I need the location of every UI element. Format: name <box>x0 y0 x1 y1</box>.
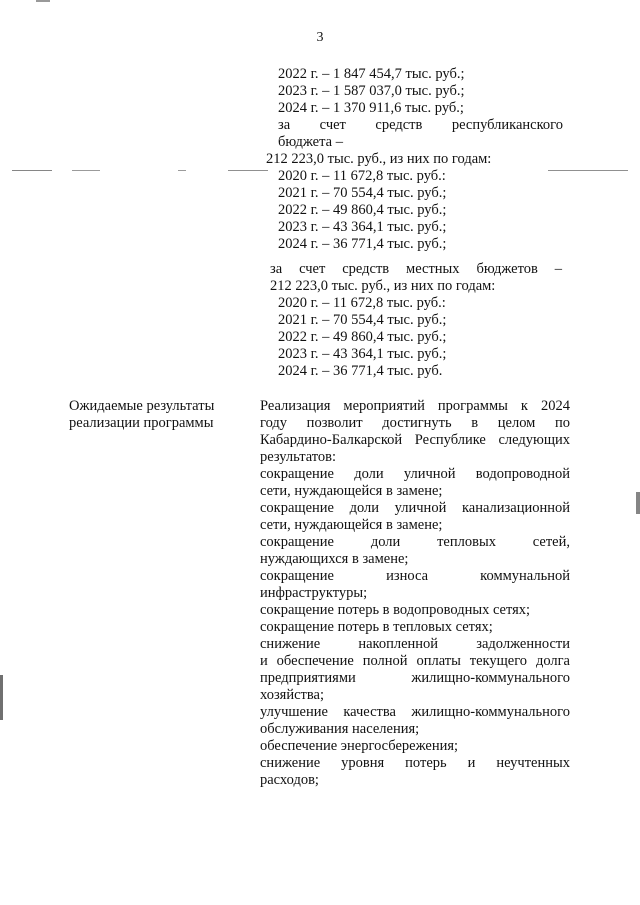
funding-line: 2023 г. – 43 364,1 тыс. руб.; <box>278 346 447 362</box>
funding-line: 2024 г. – 1 370 911,6 тыс. руб.; <box>278 100 464 116</box>
results-line: сокращение потерь в водопроводных сетях; <box>260 602 531 618</box>
results-line: Реализация мероприятий программы к 2024 <box>260 398 570 414</box>
funding-line: 212 223,0 тыс. руб., из них по годам: <box>270 278 496 294</box>
results-line: расходов; <box>260 772 319 788</box>
funding-line: 2022 г. – 49 860,4 тыс. руб.; <box>278 329 447 345</box>
results-line: сокращение доли уличной канализационной <box>260 500 570 516</box>
results-line: хозяйства; <box>260 687 324 703</box>
scan-line <box>12 170 52 171</box>
funding-line: 2023 г. – 43 364,1 тыс. руб.; <box>278 219 447 235</box>
results-label-line: Ожидаемые результаты <box>69 398 215 414</box>
funding-line: 2021 г. – 70 554,4 тыс. руб.; <box>278 312 447 328</box>
results-line: сокращение износа коммунальной <box>260 568 570 584</box>
scan-edge-mark <box>636 492 640 514</box>
funding-line: 2023 г. – 1 587 037,0 тыс. руб.; <box>278 83 465 99</box>
funding-line: бюджета – <box>278 134 343 150</box>
scan-edge-mark <box>36 0 50 2</box>
results-line: и обеспечение полной оплаты текущего долга <box>260 653 570 669</box>
results-line: нуждающихся в замене; <box>260 551 409 567</box>
results-line: обслуживания населения; <box>260 721 420 737</box>
scan-line <box>548 170 628 171</box>
results-line: сети, нуждающейся в замене; <box>260 483 443 499</box>
results-line: результатов: <box>260 449 337 465</box>
scan-line <box>178 170 186 171</box>
funding-line: 2024 г. – 36 771,4 тыс. руб.; <box>278 236 447 252</box>
results-label-line: реализации программы <box>69 415 214 431</box>
results-line: сокращение доли уличной водопроводной <box>260 466 570 482</box>
funding-line: 2020 г. – 11 672,8 тыс. руб.: <box>278 295 446 311</box>
funding-line: 212 223,0 тыс. руб., из них по годам: <box>266 151 492 167</box>
funding-line: 2020 г. – 11 672,8 тыс. руб.: <box>278 168 446 184</box>
results-line: сети, нуждающейся в замене; <box>260 517 443 533</box>
results-line: снижение накопленной задолженности <box>260 636 570 652</box>
results-line: Кабардино-Балкарской Республике следующих <box>260 432 570 448</box>
funding-line: за счет средств местных бюджетов – <box>270 261 562 277</box>
results-line: снижение уровня потерь и неучтенных <box>260 755 570 771</box>
results-line: сокращение доли тепловых сетей, <box>260 534 570 550</box>
funding-line: 2021 г. – 70 554,4 тыс. руб.; <box>278 185 447 201</box>
page-number: 3 <box>316 30 324 45</box>
funding-line: 2022 г. – 1 847 454,7 тыс. руб.; <box>278 66 465 82</box>
scan-line <box>72 170 100 171</box>
results-label <box>69 398 239 432</box>
results-line: обеспечение энергосбережения; <box>260 738 459 754</box>
results-line: улучшение качества жилищно-коммунального <box>260 704 570 720</box>
scan-edge-mark <box>0 675 3 720</box>
results-line: году позволит достигнуть в целом по <box>260 415 570 431</box>
scan-line <box>228 170 268 171</box>
funding-line: 2024 г. – 36 771,4 тыс. руб. <box>278 363 443 379</box>
results-line: сокращение потерь в тепловых сетях; <box>260 619 493 635</box>
results-line: инфраструктуры; <box>260 585 368 601</box>
funding-line: 2022 г. – 49 860,4 тыс. руб.; <box>278 202 447 218</box>
results-line: предприятиями жилищно-коммунального <box>260 670 570 686</box>
results-text <box>260 398 570 789</box>
funding-line: за счет средств республиканского <box>278 117 563 133</box>
